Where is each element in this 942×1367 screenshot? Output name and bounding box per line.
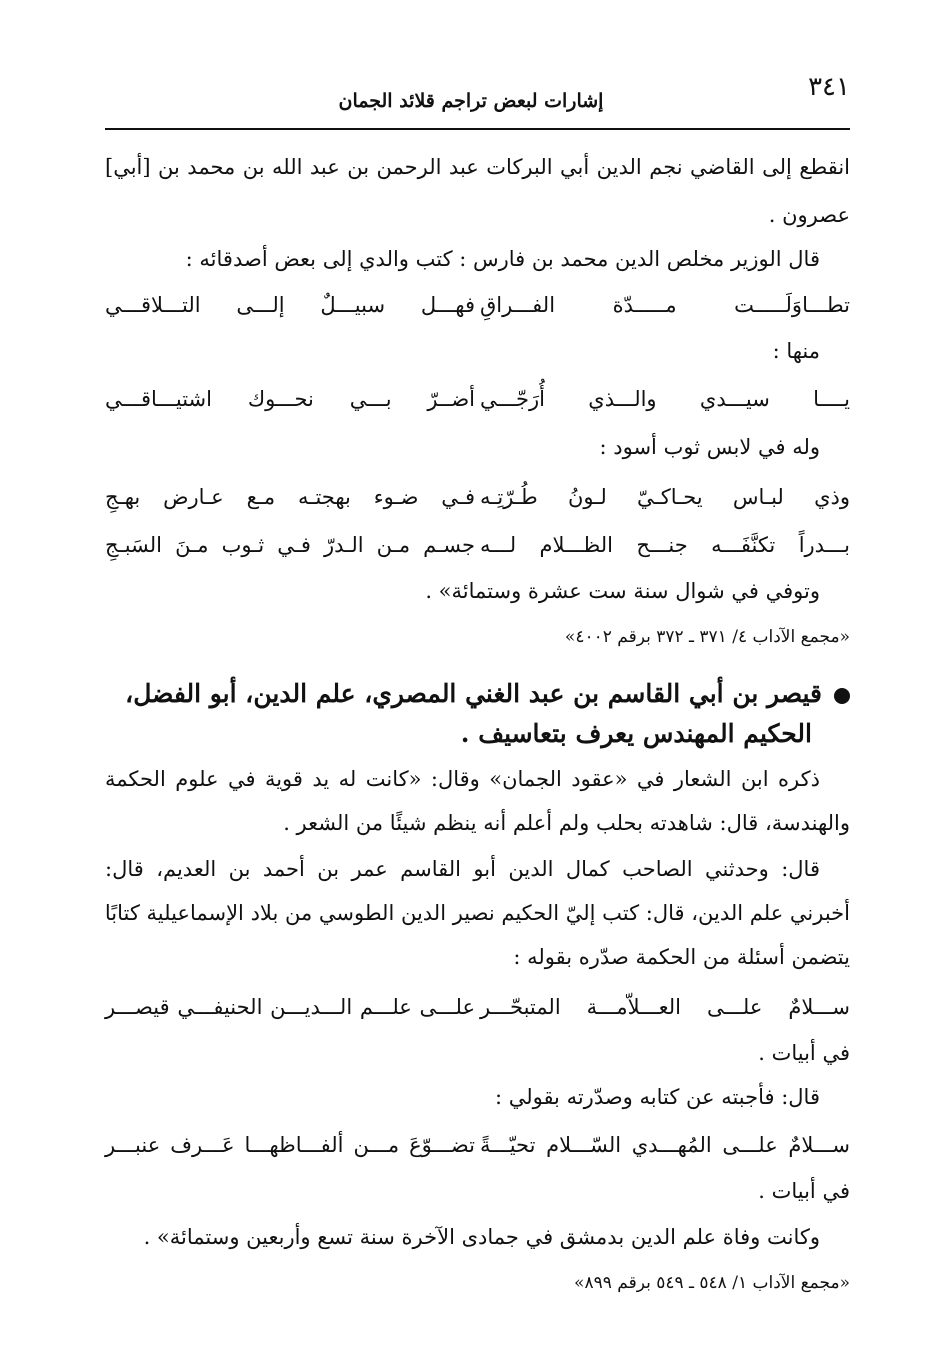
text-line: أخبرني علم الدين، قال: كتب إليّ الحكيم نصير الدين الطوسي من بلاد الإسماعيلية كتابًا — [104, 901, 850, 925]
text-line: في أبيات . — [758, 1179, 850, 1203]
biography-heading-cont: الحكيم المهندس يعرف بتعاسيف . — [460, 719, 812, 748]
biography-heading — [105, 676, 850, 712]
text-line: منها : — [772, 339, 820, 363]
source-reference: «مجمع الآداب ١/ ٥٤٨ ـ ٥٤٩ برقم ٨٩٩» — [574, 1273, 850, 1293]
poem-verse — [105, 1128, 850, 1162]
poem-verse — [105, 990, 850, 1024]
heading-text: قيصر بن أبي القاسم بن عبد الغني المصري، علم الدين، أبو الفضل، — [125, 679, 822, 708]
text-line: قال: فأجبته عن كتابه وصدّرته بقولي : — [494, 1085, 820, 1109]
verse-first-hemistich: يــــا سيـــدي والـــذي أُرَجّـــي — [480, 387, 850, 411]
text-line: ذكره ابن الشعار في «عقود الجمان» وقال: «كانت له يد قوية في علوم الحكمة — [105, 767, 820, 791]
verse-first-hemistich: تطـــاوَلَـــــت مـــــدّة الفـــراقِ — [480, 293, 850, 317]
verse-first-hemistich: وذي لبـاس يحـاكـيّ لـونُ طُـرّتِـه — [480, 485, 850, 509]
text-line: يتضمن أسئلة من الحكمة صدّره بقوله : — [513, 945, 850, 969]
verse-second-hemistich: تضـــوّعَ مـــن ألفـــاظهـــا عَـــرف عنبـــر — [105, 1133, 475, 1157]
poem-verse — [105, 480, 850, 514]
text-line: عصرون . — [768, 203, 850, 227]
text-line: وله في لابس ثوب أسود : — [599, 435, 820, 459]
verse-second-hemistich: علـــى علـــم الـــديـــن الحنيفـــي قيصـــر — [105, 995, 475, 1019]
verse-second-hemistich: جسـم مـن الـدرّ فـي ثـوب مـنَ السَبـجِ — [105, 533, 475, 557]
source-reference: «مجمع الآداب ٤/ ٣٧١ ـ ٣٧٢ برقم ٤٠٠٢» — [564, 627, 850, 647]
text-line: في أبيات . — [758, 1041, 850, 1065]
text-line: وتوفي في شوال سنة ست عشرة وستمائة» . — [425, 579, 820, 603]
poem-verse — [105, 528, 850, 562]
verse-second-hemistich: فـي ضـوء بهجتـه مـع عـارض بهـجِ — [105, 485, 475, 509]
text-line: قال الوزير مخلص الدين محمد بن فارس : كتب والدي إلى بعض أصدقائه : — [185, 247, 820, 271]
text-line: انقطع إلى القاضي نجم الدين أبي البركات عبد الرحمن بن عبد الله بن محمد بن [أبي] — [105, 155, 850, 179]
verse-first-hemistich: بـــدراً تكنَّفَـــه جنـــح الظـــلام لـــه — [480, 533, 850, 557]
verse-second-hemistich: فهـــل سبيـــلٌ إلـــى التـــلاقـــي — [105, 293, 475, 317]
header-rule — [105, 128, 850, 130]
verse-first-hemistich: ســـلامٌ علـــى العـــلاّمـــة المتبحّـــر — [480, 995, 850, 1019]
poem-verse — [105, 382, 850, 416]
poem-verse — [105, 288, 850, 322]
text-line: والهندسة، قال: شاهدته بحلب ولم أعلم أنه ينظم شيئًا من الشعر . — [283, 811, 850, 835]
page-number: ٣٤١ — [808, 72, 850, 102]
verse-second-hemistich: أضــرّ بـــي نحـــوك اشتيـــاقـــي — [105, 387, 475, 411]
text-line: وكانت وفاة علم الدين بدمشق في جمادى الآخرة سنة تسع وأربعين وستمائة» . — [143, 1225, 820, 1249]
bullet-icon — [834, 688, 850, 704]
verse-first-hemistich: ســـلامٌ علـــى المُهـــدي السّـــلام تحيّـــةً — [480, 1133, 850, 1157]
running-title: إشارات لبعض تراجم قلائد الجمان — [338, 90, 604, 112]
text-line: قال: وحدثني الصاحب كمال الدين أبو القاسم عمر بن أحمد بن العديم، قال: — [105, 857, 820, 881]
